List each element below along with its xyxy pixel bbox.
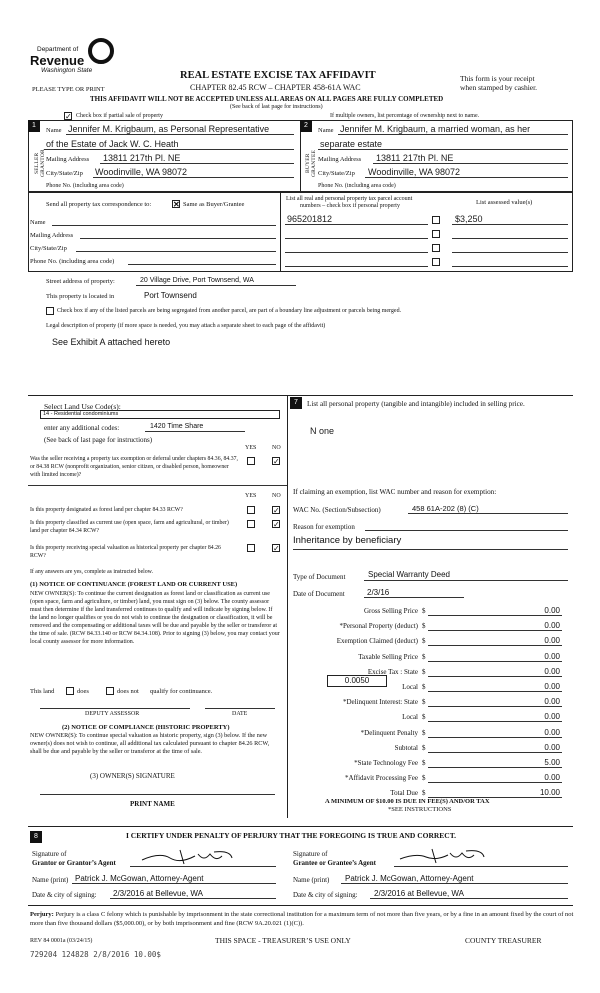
additional-codes-label: enter any additional codes:	[44, 424, 120, 432]
tax-row-rule	[428, 782, 562, 783]
grantee-name: Patrick J. McGowan, Attorney-Agent	[345, 874, 474, 883]
tax-row-value: 0.00	[544, 697, 560, 706]
minimum-notice: A MINIMUM OF $10.00 IS DUE IN FEE(S) AND/OR TAX	[325, 798, 490, 805]
located-label: This property is located in	[46, 293, 115, 300]
tax-row-value: 0.00	[544, 606, 560, 615]
grantor-date: 2/3/2016 at Bellevue, WA	[113, 889, 203, 898]
legal-description: See Exhibit A attached hereto	[52, 337, 171, 347]
parcel-header2: numbers – check box if personal property	[300, 203, 400, 209]
grantor-sig-rule	[130, 866, 276, 867]
seller-addr-label: Mailing Address	[46, 156, 90, 163]
correspondence-label: Send all property tax correspondence to:	[46, 201, 152, 208]
seller-city-label: City/State/Zip	[46, 170, 83, 177]
q4-no-checkbox[interactable]: ✓	[273, 544, 280, 553]
doc-type-label: Type of Document	[293, 573, 346, 581]
correspondence-divider	[280, 192, 281, 272]
land-does-label: does	[77, 688, 89, 695]
section-2-number: 2	[300, 120, 312, 132]
tax-row-value: 0.00	[544, 773, 560, 782]
land-use-label: Select Land Use Code(s):	[44, 402, 121, 411]
tax-row-label: Subtotal	[394, 744, 418, 752]
tax-row-dollar: $	[422, 653, 426, 661]
certify-text: I CERTIFY UNDER PENALTY OF PERJURY THAT THE FOREGOING IS TRUE AND CORRECT.	[126, 831, 457, 840]
tax-row-value: 0.00	[544, 621, 560, 630]
tax-row-value: 10.00	[539, 788, 560, 797]
cashier-stamp: 729204 124828 2/8/2016 10.00$	[30, 950, 161, 959]
local-rate-box[interactable]: 0.0050	[327, 675, 387, 687]
personal-property-value: N one	[310, 426, 335, 436]
buyer-city-label: City/State/Zip	[318, 170, 355, 177]
grantee-date-label: Date & city of signing:	[293, 891, 358, 899]
buyer-phone-label: Phone No. (including area code)	[318, 183, 396, 189]
q3-yes-checkbox[interactable]	[247, 520, 255, 528]
seller-name-line2: of the Estate of Jack W. C. Heath	[46, 139, 179, 149]
parcel-rule-4	[285, 266, 428, 267]
tax-row-label: Taxable Selling Price	[358, 653, 418, 661]
tax-row-label: *Delinquent Penalty	[360, 729, 418, 737]
grantee-name-label: Name (print)	[293, 876, 330, 884]
deputy-rule	[40, 708, 190, 709]
historic-title: (2) NOTICE OF COMPLIANCE (HISTORIC PROPERTY)	[62, 724, 230, 731]
receipt-line2: when stamped by cashier.	[460, 83, 538, 92]
land-use-see-back: (See back of last page for instructions)	[44, 436, 153, 444]
doc-date-value: 2/3/16	[367, 588, 390, 597]
q1-rule	[28, 485, 287, 486]
tax-row-rule	[428, 706, 562, 707]
qualify-label: qualify for continuance.	[150, 688, 213, 695]
tax-row-rule	[428, 661, 562, 662]
q-note: If any answers are yes, complete as instructed below.	[30, 569, 153, 575]
tax-row-label: *Personal Property (deduct)	[339, 622, 418, 630]
tax-row-dollar: $	[422, 622, 426, 630]
continuance-text: NEW OWNER(S): To continue the current designation as forest land or classification as current use (open space, farm and agriculture, or timber) land, you must sign on (3) below. The county assessor must then determine if the land transferred continues to qualify and will indicate by signing below. If the land no longer qualifies or you do not wish to continue the designation or classification, it will be removed and the compensating or additional taxes will be due and payable by the seller or transferor at the time of sale. (RCW 84.33.140 or RCW 84.34.108). Prior to signing (3) below, you may contact your local county assessor for more information.	[30, 591, 280, 645]
value-rule-4	[452, 266, 568, 267]
tax-row-rule	[428, 737, 562, 738]
no-header-1: NO	[272, 445, 281, 451]
seller-phone-label: Phone No. (including area code)	[46, 183, 124, 189]
tax-row-label: Excise Tax : State	[367, 668, 418, 676]
corr-city-rule	[76, 251, 276, 252]
tax-row-rule	[428, 767, 562, 768]
doc-date-rule	[364, 597, 464, 598]
tax-row-rule	[428, 691, 562, 692]
exemption-claim-label: If claiming an exemption, list WAC number and reason for exemption:	[293, 488, 497, 496]
buyer-addr-rule	[373, 163, 568, 164]
grantor-name-label: Name (print)	[32, 876, 69, 884]
buyer-name-label: Name	[318, 127, 334, 134]
tax-row-value: 0.00	[544, 682, 560, 691]
street-address: 20 Village Drive, Port Townsend, WA	[140, 277, 254, 284]
tax-row-value: 0.00	[544, 728, 560, 737]
tax-row-label: Total Due	[390, 789, 418, 797]
perjury-notice	[30, 910, 575, 928]
buyer-city-rule	[365, 177, 568, 178]
reason-value: Inheritance by beneficiary	[293, 535, 402, 546]
tax-row-value: 0.00	[544, 636, 560, 645]
q4-text: Is this property receiving special valuation as historical property per chapter 84.26 RCW?	[30, 545, 221, 559]
buyer-addr-label: Mailing Address	[318, 156, 362, 163]
warning-text: THIS AFFIDAVIT WILL NOT BE ACCEPTED UNLESS ALL AREAS ON ALL PAGES ARE FULLY COMPLETED	[90, 95, 444, 103]
parcel-rule-1	[285, 224, 428, 225]
seller-name-label: Name	[46, 127, 62, 134]
grantee-sig-label1: Signature of	[293, 850, 328, 858]
legal-label: Legal description of property (if more space is needed, you may attach a separate sheet to each page of the affidavit)	[46, 323, 326, 329]
additional-codes-rule	[145, 431, 245, 432]
form-chapter: CHAPTER 82.45 RCW – CHAPTER 458-61A WAC	[190, 83, 361, 92]
tax-row-dollar: $	[422, 774, 426, 782]
seller-address: 13811 217th Pl. NE	[103, 153, 181, 163]
grantee-date: 2/3/2016 at Bellevue, WA	[374, 889, 464, 898]
tax-row-value: 5.00	[544, 758, 560, 767]
grantee-sig-rule	[394, 866, 568, 867]
print-note: PLEASE TYPE OR PRINT	[32, 86, 105, 93]
q1-yes-checkbox[interactable]	[247, 457, 255, 465]
same-as-buyer-checkbox[interactable]: ✕	[173, 200, 180, 209]
tax-row-dollar: $	[422, 744, 426, 752]
personal-property-label: List all personal property (tangible and intangible) included in selling price.	[307, 400, 525, 408]
seller-name-rule2	[44, 149, 294, 150]
segregation-checkbox[interactable]	[46, 307, 54, 315]
deputy-date-rule	[205, 708, 275, 709]
tax-row-label: *Delinquent Interest: State	[342, 698, 418, 706]
no-header-2: NO	[272, 493, 281, 499]
land-does-not-label: does not	[117, 688, 139, 695]
tax-row-dollar: $	[422, 668, 426, 676]
grantee-signature	[398, 847, 488, 865]
tax-row-dollar: $	[422, 759, 426, 767]
tax-row-rule	[428, 752, 562, 753]
parcel-header1: List all real and personal property tax parcel account	[286, 196, 413, 202]
grantor-signature	[140, 848, 235, 866]
q2-yes-checkbox[interactable]	[247, 506, 255, 514]
land-does-checkbox[interactable]	[66, 687, 74, 695]
section-7-number: 7	[290, 397, 302, 409]
tax-row-rule	[428, 676, 562, 677]
tax-row-label: Local	[402, 683, 418, 691]
assessed-header: List assessed value(s)	[476, 199, 533, 206]
seller-side-label: SELLER GRANTOR	[34, 149, 46, 177]
located-city: Port Townsend	[144, 291, 197, 300]
personal-property-checkbox-3[interactable]	[432, 244, 440, 252]
corr-city-label: City/State/Zip	[30, 245, 67, 252]
partial-sale-checkbox[interactable]: ✓	[65, 112, 72, 121]
grantee-sig-label2: Grantee or Grantee’s Agent	[293, 859, 377, 867]
owner-signature-label: (3) OWNER(S) SIGNATURE	[90, 772, 175, 780]
yes-header-2: YES	[245, 493, 257, 499]
personal-property-checkbox-2[interactable]	[432, 230, 440, 238]
historic-text: NEW OWNER(S): To continue special valuation as historic property, sign (3) below. If the new owner(s) does not wish to continue, all additional tax calculated pursuant to chapter 84.26 RCW, shall be due and payable by the seller or transferor at the time of sale.	[30, 732, 270, 755]
corr-name-label: Name	[30, 219, 46, 226]
section-8-number: 8	[30, 831, 42, 843]
parcel-rule-2	[285, 238, 428, 239]
print-name-rule	[40, 794, 275, 795]
wac-label: WAC No. (Section/Subsection)	[293, 506, 381, 514]
q1-text: Was the seller receiving a property tax exemption or deferral under chapters 84.36, 84.37, or 84.38 RCW (nonprofit organization, senior citizen, or disabled person, homeowner with limited income)?	[30, 456, 238, 478]
corr-phone-label: Phone No. (including area code)	[30, 258, 115, 265]
continuance-title: (1) NOTICE OF CONTINUANCE (FOREST LAND OR CURRENT USE)	[30, 581, 238, 588]
same-as-buyer-label: Same as Buyer/Grantee	[183, 201, 245, 208]
tax-row-value: 0.00	[544, 712, 560, 721]
buyer-side-label: BUYER GRANTEE	[305, 149, 317, 177]
deputy-date-label: DATE	[232, 711, 248, 717]
tax-row-rule	[428, 630, 562, 631]
tax-row-label: Gross Selling Price	[363, 607, 418, 615]
tax-row-value: 0.00	[544, 743, 560, 752]
personal-property-checkbox-4[interactable]	[432, 258, 440, 266]
street-label: Street address of property:	[46, 278, 115, 285]
q2-no-checkbox[interactable]: ✓	[273, 506, 280, 515]
perjury-label: Perjury:	[30, 911, 54, 918]
grantee-name-rule	[341, 883, 568, 884]
county-treasurer: COUNTY TREASURER	[465, 936, 542, 945]
rev-number: REV 84 0001a (03/24/15)	[30, 938, 93, 944]
buyer-address: 13811 217th Pl. NE	[376, 153, 454, 163]
treasurer-space: THIS SPACE - TREASURER’S USE ONLY	[215, 936, 351, 945]
value-rule-3	[452, 252, 568, 253]
tax-row-label: *State Technology Fee	[354, 759, 418, 767]
parcel-rule-3	[285, 252, 428, 253]
dept-line1: Department of	[37, 46, 79, 53]
tax-row-dollar: $	[422, 698, 426, 706]
buyer-name-line2: separate estate	[320, 139, 383, 149]
tax-row-dollar: $	[422, 729, 426, 737]
segregation-label: Check box if any of the listed parcels are being segregated from another parcel, are part of a boundary line adjustment or parcels being merged.	[57, 308, 402, 314]
tax-row-rule	[428, 645, 562, 646]
reason-label: Reason for exemption	[293, 523, 355, 531]
wac-value: 458 61A-202 (8) (C)	[412, 504, 479, 513]
value-rule-1	[452, 224, 568, 225]
parcel-number-1: 965201812	[287, 214, 333, 224]
tax-row-rule	[428, 721, 562, 722]
buyer-name-rule2	[318, 149, 568, 150]
tax-row-dollar: $	[422, 607, 426, 615]
grantor-date-label: Date & city of signing:	[32, 891, 97, 899]
corr-name-rule	[52, 225, 276, 226]
land-use-select[interactable]: 14 - Residential condominiums	[40, 410, 280, 419]
dor-logo-icon	[88, 38, 114, 64]
seller-city-rule	[93, 177, 294, 178]
q4-yes-checkbox[interactable]	[247, 544, 255, 552]
tax-row-dollar: $	[422, 789, 426, 797]
tax-row-rule	[428, 615, 562, 616]
q1-no-checkbox[interactable]: ✓	[273, 457, 280, 466]
form-title: REAL ESTATE EXCISE TAX AFFIDAVIT	[180, 70, 376, 81]
perjury-text: Perjury is a class C felony which is punishable by imprisonment in the state correctional institution for a maximum term of not more than five years, or by a fine in an amount fixed by the court of not more than five thousand dollars ($5,000.00), or by both imprisonment and fine (RCW 9A.20.021 (1)(C)).	[30, 911, 574, 927]
doc-type-value: Special Warranty Deed	[368, 570, 450, 579]
section-6-divider	[287, 395, 288, 818]
q3-no-checkbox[interactable]: ✓	[273, 520, 280, 529]
tax-row-dollar: $	[422, 637, 426, 645]
tax-row-label: Exemption Claimed (deduct)	[336, 637, 418, 645]
wac-rule	[408, 513, 568, 514]
land-does-not-checkbox[interactable]	[106, 687, 114, 695]
corr-phone-rule	[128, 264, 276, 265]
tax-row-dollar: $	[422, 713, 426, 721]
q3-text: Is this property classified as current use (open space, farm and agricultural, or timber) land per chapter 84.34 RCW?	[30, 520, 229, 534]
deputy-label: DEPUTY ASSESSOR	[85, 711, 140, 717]
seller-name-rule1	[66, 134, 294, 135]
assessed-value-1: $3,250	[455, 214, 483, 224]
tax-row-label: *Affidavit Processing Fee	[345, 774, 418, 782]
grantor-name-rule	[72, 883, 276, 884]
additional-codes-value: 1420 Time Share	[150, 423, 204, 430]
grantee-date-rule	[370, 898, 568, 899]
dept-line2: Revenue	[30, 53, 85, 68]
grantor-date-rule	[110, 898, 276, 899]
multiple-owners-note: If multiple owners, list percentage of ownership next to name.	[330, 113, 480, 119]
grantor-sig-label1: Signature of	[32, 850, 67, 858]
buyer-name-line1: Jennifer M. Krigbaum, a married woman, as her	[340, 124, 531, 134]
dept-line3: Washington State	[41, 67, 93, 74]
corr-addr-label: Mailing Address	[30, 232, 74, 239]
personal-property-checkbox-1[interactable]	[432, 216, 440, 224]
tax-row-label: Local	[402, 713, 418, 721]
yes-header-1: YES	[245, 445, 257, 451]
see-instructions: *SEE INSTRUCTIONS	[388, 806, 452, 813]
grantor-sig-label2: Grantor or Grantor’s Agent	[32, 859, 116, 867]
reason-rule	[365, 530, 568, 531]
tax-row-value: 0.00	[544, 652, 560, 661]
print-name-label: PRINT NAME	[130, 800, 175, 808]
doc-date-label: Date of Document	[293, 590, 345, 598]
buyer-city: Woodinville, WA 98072	[368, 167, 461, 177]
seller-city: Woodinville, WA 98072	[95, 167, 188, 177]
reason-rule-2	[293, 549, 568, 550]
section-1-number: 1	[28, 120, 40, 132]
corr-addr-rule	[80, 238, 276, 239]
doc-type-rule	[364, 580, 568, 581]
value-rule-2	[452, 238, 568, 239]
q2-text: Is this property designated as forest land per chapter 84.33 RCW?	[30, 507, 183, 513]
see-back-note: (See back of last page for instructions)	[230, 104, 323, 110]
grantor-name: Patrick J. McGowan, Attorney-Agent	[75, 874, 204, 883]
street-rule	[136, 285, 296, 286]
receipt-line1: This form is your receipt	[460, 74, 535, 83]
buyer-name-rule1	[338, 134, 568, 135]
tax-row-dollar: $	[422, 683, 426, 691]
partial-sale-label: Check box if partial sale of property	[76, 113, 163, 119]
seller-name-line1: Jennifer M. Krigbaum, as Personal Representative	[68, 124, 270, 134]
seller-addr-rule	[100, 163, 294, 164]
this-land-label: This land	[30, 688, 55, 695]
tax-row-value: 0.00	[544, 667, 560, 676]
